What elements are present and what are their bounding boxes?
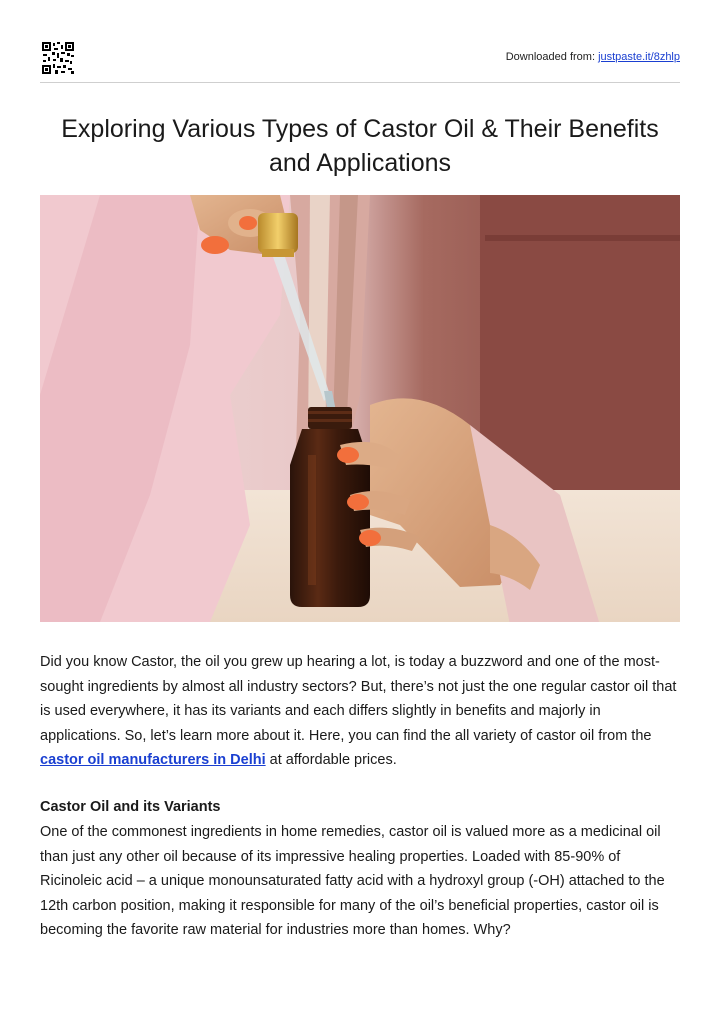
article-title: Exploring Various Types of Castor Oil & Their Benefits and Applications <box>61 115 659 177</box>
qr-code-icon <box>42 42 74 74</box>
header-divider <box>40 82 680 83</box>
intro-paragraph <box>40 650 680 773</box>
intro-text-start: Did you know Castor, the oil you grew up hearing a lot, is today a buzzword and one of the most-sought ingredients by almost all industry sectors? But, there’s not just the one regular castor oil that is used everywhere, it has its variants and each differs slightly in benefits and majorly in applications. So, let’s learn more about it. Here, you can find the all variety of castor oil from the <box>40 654 677 744</box>
article-hero-image <box>40 195 680 622</box>
download-source <box>506 51 680 63</box>
download-source-link[interactable]: justpaste.it/8zhlp <box>598 51 680 63</box>
section-heading: Castor Oil and its Variants <box>40 799 221 815</box>
intro-text-end: at affordable prices. <box>265 752 397 768</box>
download-source-label: Downloaded from: <box>505 51 599 63</box>
manufacturers-link[interactable]: castor oil manufacturers in Delhi <box>40 752 266 768</box>
section-paragraph: One of the commonest ingredients in home remedies, castor oil is valued more as a medicinal oil than just any other oil because of its impressive healing properties. Loaded with 85-90% of Ricinoleic acid – a unique monounsaturated fatty acid with a hydroxyl group (-OH) attached to the 12th carbon position, making it responsible for many of the oil’s beneficial properties, castor oil is becoming the favorite raw material for industries more than homes. Why? <box>40 824 665 938</box>
